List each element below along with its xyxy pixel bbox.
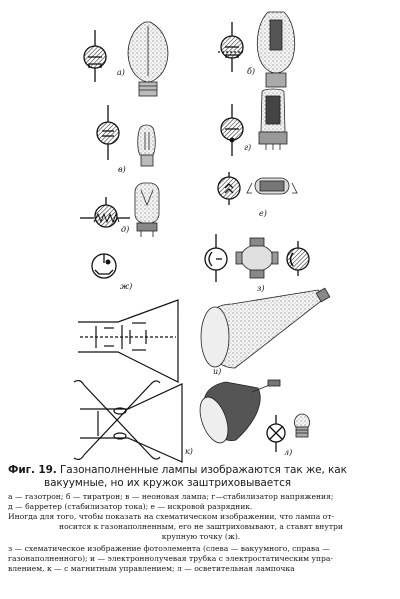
photoelement-gas-symbol: [287, 241, 309, 276]
caption-title-line2: вакуумные, но их кружок заштриховывается: [44, 477, 292, 489]
crt-electrostatic-photo: [201, 288, 330, 368]
spark-gap-photo: [247, 178, 297, 194]
thyratron-photo: [257, 12, 294, 87]
voltage-stabilizer-photo: [259, 89, 287, 150]
crt-magnetic-symbol: [74, 381, 182, 462]
barretter-symbol: [80, 197, 130, 227]
gasotron-photo: [128, 22, 168, 96]
dot-lamp-symbol: [92, 254, 116, 278]
thyratron-symbol: [218, 22, 243, 72]
caption-line-8: влением, к — с магнитным управлением; л — осветительная лампочка: [8, 564, 295, 573]
gasotron-symbol: [84, 30, 106, 82]
label-l: л): [284, 448, 293, 457]
caption-line-2: д — барретер (стабилизатор тока); е — искровой разрядник.: [8, 502, 253, 511]
label-e: е): [259, 209, 267, 218]
light-lamp-symbol: [267, 415, 285, 452]
label-zh: ж): [120, 282, 133, 291]
crt-electrostatic-symbol: [78, 300, 178, 382]
label-i: и): [213, 367, 222, 376]
figure-number: Фиг. 19.: [8, 464, 57, 476]
neon-lamp-symbol: [97, 105, 119, 160]
label-g: г): [244, 143, 252, 152]
light-lamp-photo: [294, 414, 309, 437]
photoelement-photo: [236, 238, 278, 278]
label-a: а): [117, 68, 125, 77]
barretter-photo: [135, 183, 159, 237]
caption-line-1: а — газотрон; б — тиратрон; в — неоновая лампа; г—стабилизатор напряжения;: [8, 492, 334, 501]
caption-line-4: носится к газонаполненным, его не заштриховывают, а ставят внутри: [59, 522, 343, 531]
label-b: б): [247, 67, 256, 76]
caption-line-6: з — схематическое изображение фотоэлемента (слева — вакуумного, справа —: [8, 544, 330, 553]
caption-line-3: Иногда для того, чтобы показать на схематическом изображении, что лампа от-: [8, 512, 335, 521]
caption-line-5: крупную точку (ж).: [161, 532, 241, 541]
caption-title-line1: Газонаполненные лампы изображаются так же, как: [59, 464, 347, 476]
photoelement-vacuum-symbol: [205, 234, 227, 282]
caption-title: [8, 464, 394, 490]
label-d: д): [121, 225, 130, 234]
voltage-stabilizer-symbol: [221, 104, 243, 156]
caption-line-7: газонаполненного); и — электроннолучевая трубка с электростатическим упра-: [8, 554, 333, 563]
label-v: в): [118, 165, 126, 174]
label-z: з): [257, 284, 265, 293]
label-k: к): [185, 447, 193, 456]
figure-caption: [8, 464, 394, 574]
spark-gap-symbol: [218, 172, 240, 205]
neon-lamp-photo: [138, 125, 156, 166]
